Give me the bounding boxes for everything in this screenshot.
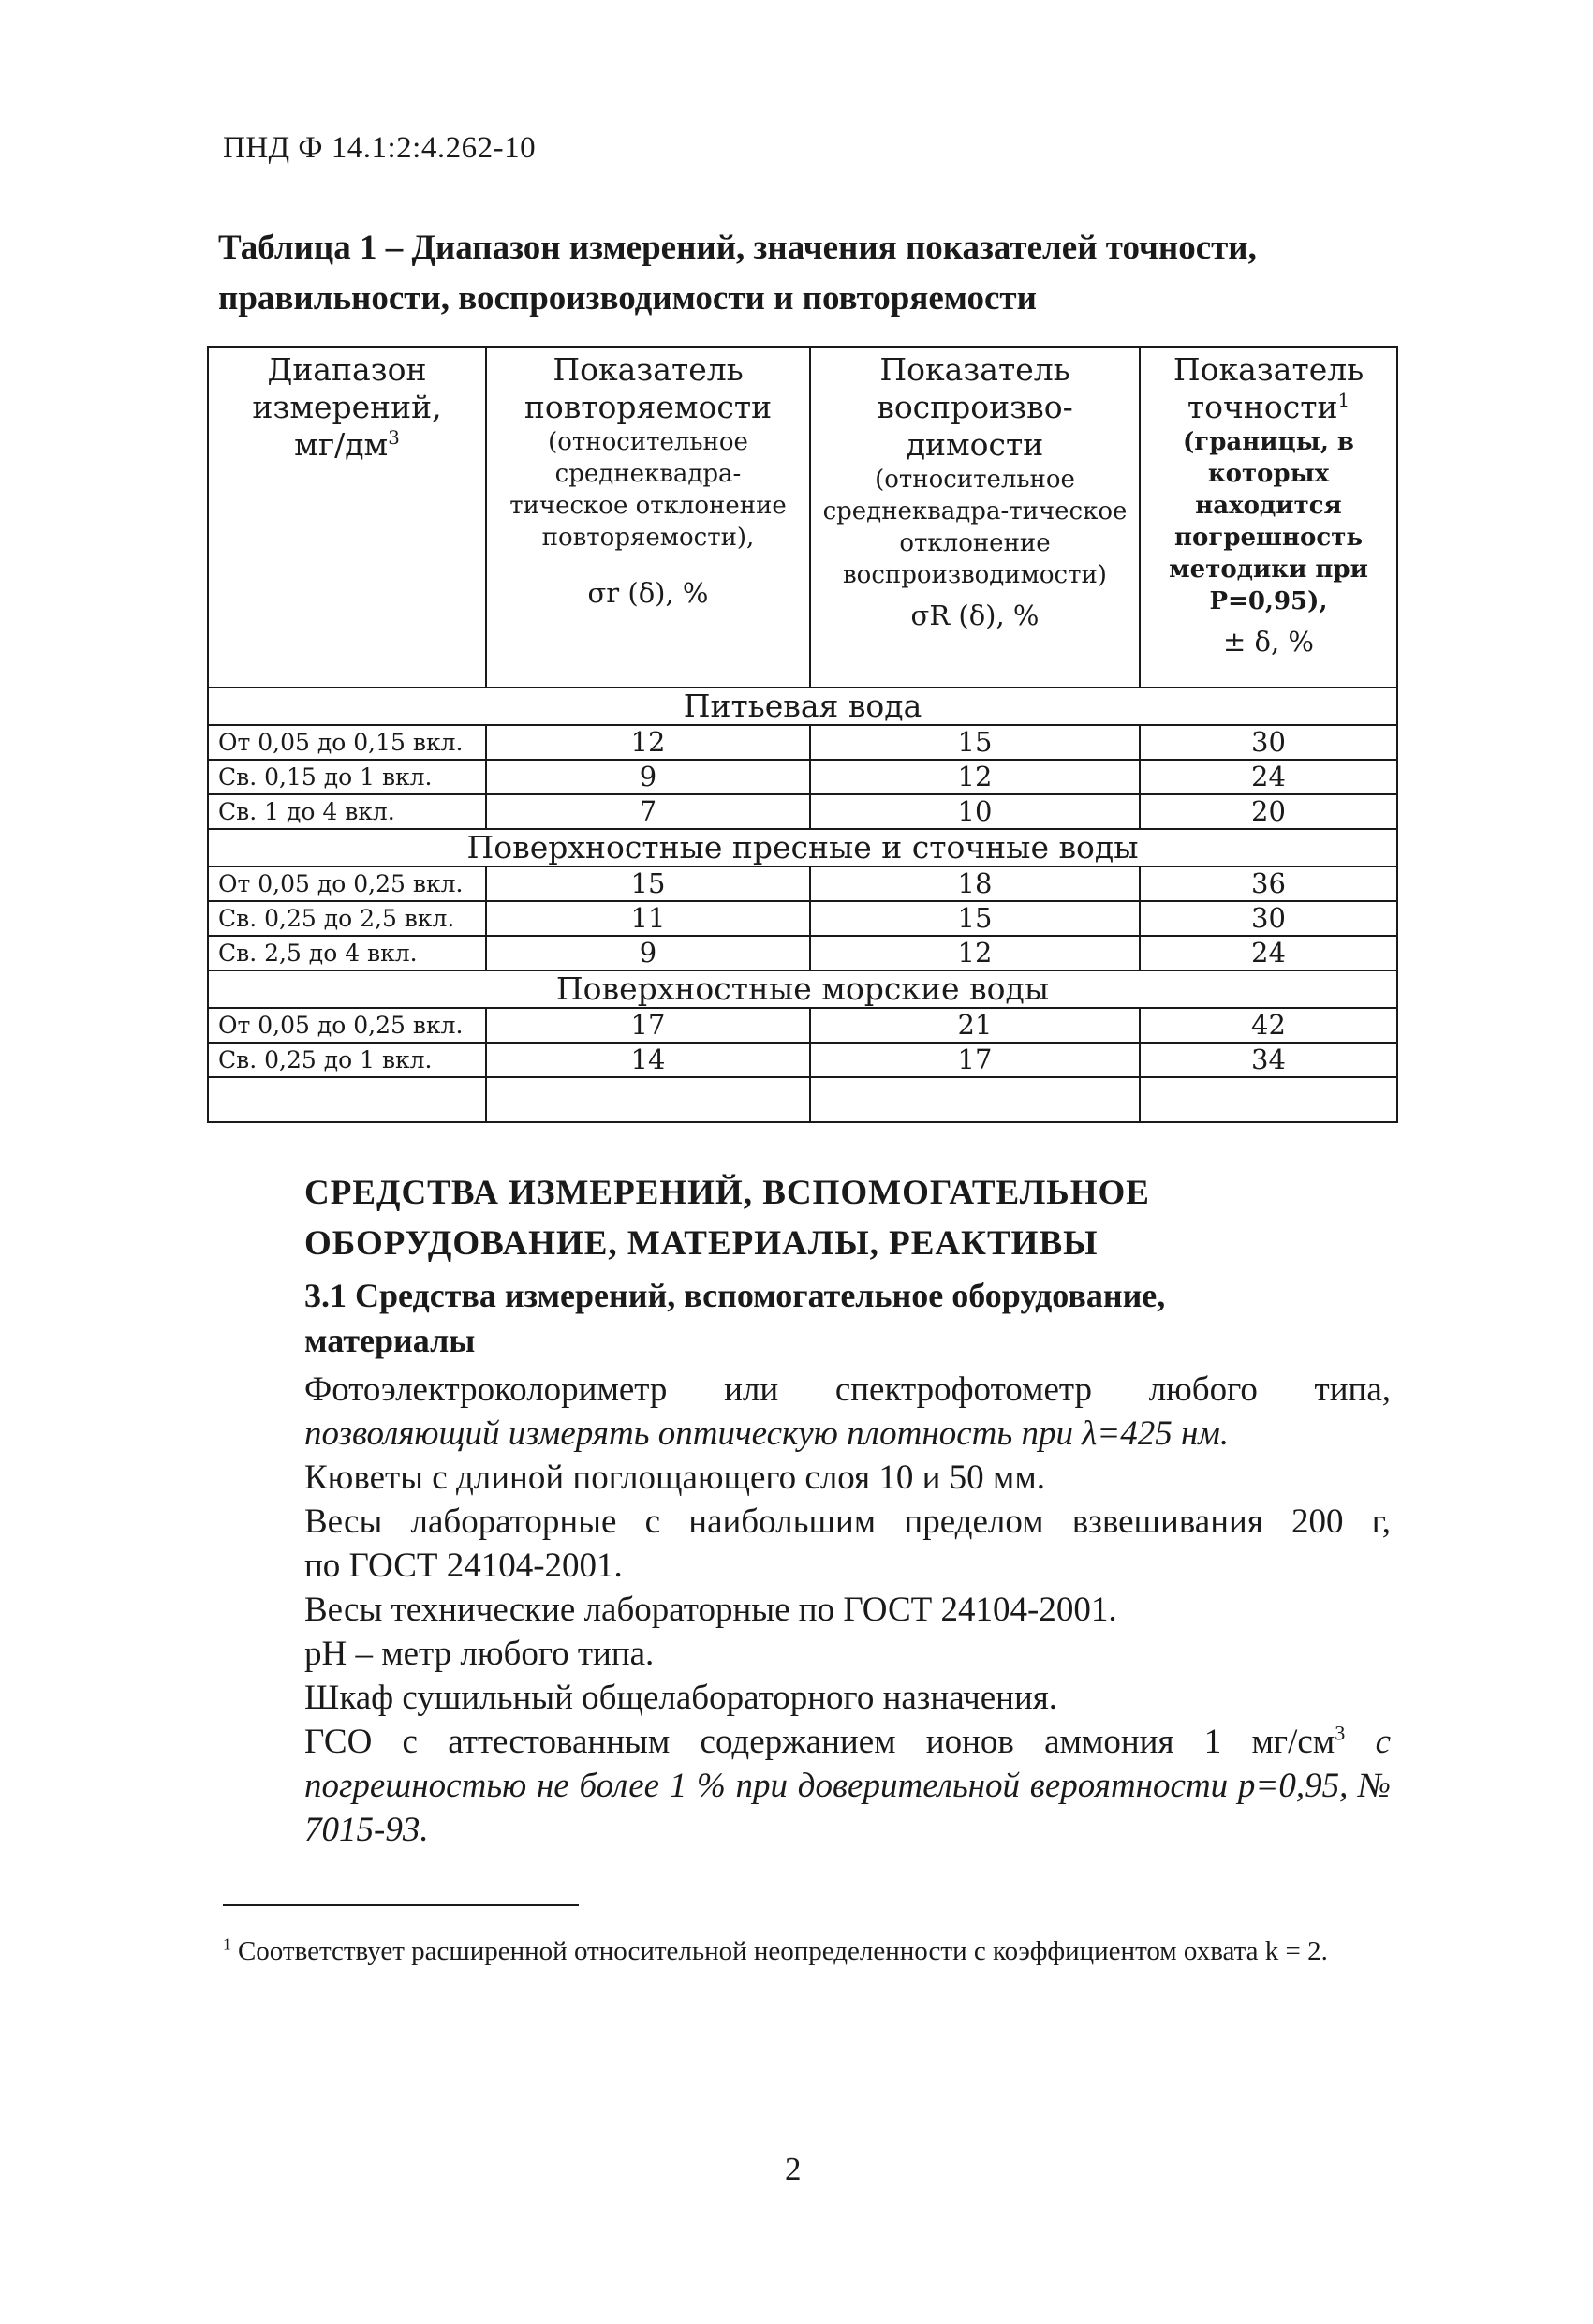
- table-row: [208, 866, 1397, 901]
- header-repeatability-title2: повторяемости: [524, 389, 773, 425]
- header-accuracy-title: Показатель: [1173, 351, 1364, 388]
- header-accuracy: [1140, 347, 1397, 688]
- header-repeatability-desc: (относительное среднеквадра-тическое отклонение повторяемости),: [509, 428, 787, 552]
- header-range-line1: Диапазон: [267, 351, 427, 388]
- cell-accuracy: 30: [1140, 901, 1397, 936]
- paragraph-6: Шкаф сушильный общелабораторного назначения.: [304, 1679, 1058, 1717]
- cell-repeatability: 12: [486, 725, 810, 760]
- cell-range: Св. 0,25 до 2,5 вкл.: [208, 901, 486, 936]
- footnote-divider: [223, 1904, 579, 1906]
- cell-reproducibility: 21: [810, 1008, 1140, 1043]
- cell-accuracy: 36: [1140, 866, 1397, 901]
- header-reproducibility-desc: (относительное среднеквадра-тическое отклонение воспроизводимости): [822, 466, 1128, 589]
- header-range-line2: измерений,: [252, 389, 442, 425]
- table-row: [208, 936, 1397, 970]
- cell-reproducibility: 15: [810, 901, 1140, 936]
- header-repeatability-title: Показатель: [553, 351, 744, 388]
- footnote-text: Соответствует расширенной относительной неопределенности с коэффициентом охвата k = 2.: [230, 1936, 1328, 1966]
- section-row: [208, 829, 1397, 866]
- table-row: [208, 1008, 1397, 1043]
- cell-range: Св. 2,5 до 4 вкл.: [208, 936, 486, 970]
- page-number: 2: [785, 2151, 802, 2187]
- section-heading-line2: ОБОРУДОВАНИЕ, МАТЕРИАЛЫ, РЕАКТИВЫ: [304, 1224, 1099, 1263]
- cell-repeatability: 11: [486, 901, 810, 936]
- cell-accuracy: 20: [1140, 794, 1397, 829]
- cell-reproducibility: 12: [810, 760, 1140, 794]
- paragraph-1-line2: позволяющий измерять оптическую плотность при λ=425 нм.: [304, 1414, 1230, 1453]
- cell-reproducibility: 12: [810, 936, 1140, 970]
- header-accuracy-title2: точности$^1$: [1187, 389, 1350, 425]
- cell-range: Св. 0,15 до 1 вкл.: [208, 760, 486, 794]
- paragraph-1-line1: Фотоэлектроколориметр или спектрофотометр любого типа,: [304, 1370, 1391, 1409]
- cell-reproducibility: 17: [810, 1043, 1140, 1077]
- header-repeatability: [486, 347, 810, 688]
- cell-accuracy: 34: [1140, 1043, 1397, 1077]
- table-row: [208, 760, 1397, 794]
- table-tail-row: [208, 1077, 1397, 1122]
- table-row: [208, 794, 1397, 829]
- cell-range: Св. 1 до 4 вкл.: [208, 794, 486, 829]
- cell-accuracy: 24: [1140, 760, 1397, 794]
- cell-repeatability: 14: [486, 1043, 810, 1077]
- section-row: [208, 688, 1397, 725]
- section-heading: [304, 1168, 1150, 1269]
- cell-range: Св. 0,25 до 1 вкл.: [208, 1043, 486, 1077]
- section-row: [208, 970, 1397, 1008]
- paragraph-5: pH – метр любого типа.: [304, 1635, 655, 1673]
- cell-repeatability: 17: [486, 1008, 810, 1043]
- table-row: [208, 1043, 1397, 1077]
- cell-range: От 0,05 до 0,25 вкл.: [208, 1008, 486, 1043]
- cell-repeatability: 15: [486, 866, 810, 901]
- document-code: ПНД Ф 14.1:2:4.262-10: [223, 131, 537, 165]
- table-row: [208, 725, 1397, 760]
- cell-accuracy: 42: [1140, 1008, 1397, 1043]
- measurement-table: [207, 346, 1398, 1123]
- header-range: [208, 347, 486, 688]
- section-title: Поверхностные пресные и сточные воды: [208, 829, 1397, 866]
- header-reproducibility-title: Показатель: [879, 351, 1070, 388]
- paragraph-2: Кюветы с длиной поглощающего слоя 10 и 50 мм.: [304, 1458, 1046, 1497]
- table-header-row: [208, 347, 1397, 688]
- header-range-unit: $мг/дм^3$: [294, 426, 400, 463]
- header-repeatability-symbol: σr (δ), %: [587, 577, 709, 609]
- paragraph-7: ГСО с аттестованным содержанием ионов аммония 1 $мг/см^3$ с погрешностью не более 1 % при доверительной вероятности р=0,95, № 7015-93.: [304, 1721, 1391, 1849]
- header-reproducibility-symbol: σR (δ), %: [910, 600, 1040, 631]
- footnote-mark: 1: [223, 1934, 231, 1954]
- paragraph-3-line2: по ГОСТ 24104-2001.: [304, 1547, 623, 1585]
- cell-accuracy: 30: [1140, 725, 1397, 760]
- section-title: Поверхностные морские воды: [208, 970, 1397, 1008]
- cell-repeatability: 9: [486, 936, 810, 970]
- subheading: 3.1 Средства измерений, вспомогательное оборудование, материалы: [304, 1277, 1166, 1359]
- section-title: Питьевая вода: [208, 688, 1397, 725]
- cell-reproducibility: 15: [810, 725, 1140, 760]
- body-text: [304, 1368, 1391, 1852]
- table-row: [208, 901, 1397, 936]
- footnote: [223, 1932, 1394, 1971]
- table-caption: Таблица 1 – Диапазон измерений, значения показателей точности, правильности, воспроизводимости и повторяемости: [218, 229, 1257, 318]
- paragraph-3-line1: Весы лабораторные с наибольшим пределом взвешивания 200 г,: [304, 1502, 1391, 1541]
- header-accuracy-desc: (границы, в которых находится погрешность методики при P=0,95),: [1169, 428, 1368, 615]
- cell-repeatability: 9: [486, 760, 810, 794]
- paragraph-4: Весы технические лабораторные по ГОСТ 24104-2001.: [304, 1591, 1117, 1629]
- header-reproducibility-title2: воспроизво-димости: [877, 389, 1073, 463]
- cell-range: От 0,05 до 0,25 вкл.: [208, 866, 486, 901]
- cell-range: От 0,05 до 0,15 вкл.: [208, 725, 486, 760]
- cell-repeatability: 7: [486, 794, 810, 829]
- header-reproducibility: [810, 347, 1140, 688]
- cell-accuracy: 24: [1140, 936, 1397, 970]
- section-heading-line1: СРЕДСТВА ИЗМЕРЕНИЙ, ВСПОМОГАТЕЛЬНОЕ: [304, 1174, 1150, 1212]
- cell-reproducibility: 18: [810, 866, 1140, 901]
- cell-reproducibility: 10: [810, 794, 1140, 829]
- header-accuracy-symbol: ± δ, %: [1223, 626, 1314, 658]
